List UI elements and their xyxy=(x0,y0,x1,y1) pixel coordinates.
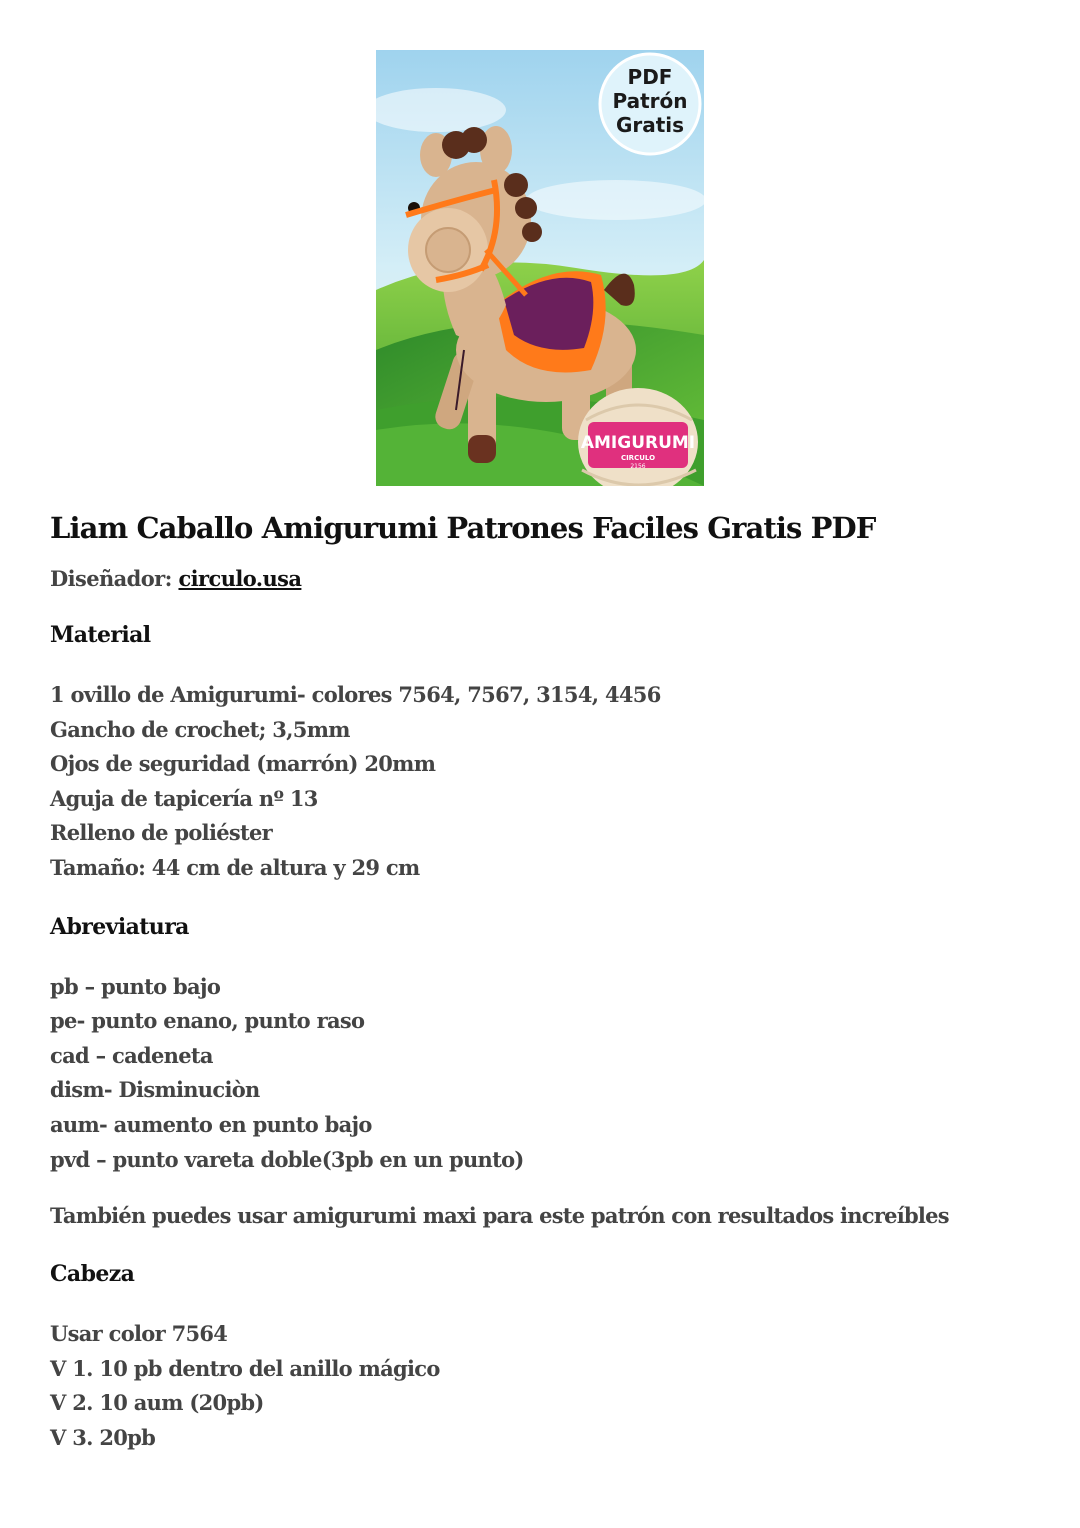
page-title: Liam Caballo Amigurumi Patrones Faciles Gratis PDF xyxy=(50,511,876,545)
cabeza-steps-list xyxy=(50,1317,1050,1455)
list-item: cad – cadeneta xyxy=(50,1042,213,1068)
cabeza-heading: Cabeza xyxy=(50,1261,135,1288)
list-item: Gancho de crochet; 3,5mm xyxy=(50,716,350,742)
list-item: aum- aumento en punto bajo xyxy=(50,1111,372,1137)
badge-line-2: Patrón xyxy=(612,89,688,113)
list-item: Usar color 7564 xyxy=(50,1321,228,1347)
hero-image xyxy=(376,50,704,486)
badge-line-1: PDF xyxy=(627,65,673,89)
list-item: Relleno de poliéster xyxy=(50,820,273,846)
list-item: Aguja de tapicería nº 13 xyxy=(50,785,318,811)
designer-label: Diseñador: xyxy=(50,566,172,591)
list-item: pvd – punto vareta doble(3pb en un punto) xyxy=(50,1146,524,1172)
yarn-code: 2156 xyxy=(630,463,646,470)
list-item: Ojos de seguridad (marrón) 20mm xyxy=(50,751,436,777)
list-item: 1 ovillo de Amigurumi- colores 7564, 7567, 3154, 4456 xyxy=(50,682,661,707)
list-item: pe- punto enano, punto raso xyxy=(50,1008,365,1034)
materials-list xyxy=(50,678,1050,886)
designer-line xyxy=(50,564,1050,594)
yarn-sub: CIRCULO xyxy=(620,454,656,462)
list-item: dism- Disminuciòn xyxy=(50,1077,260,1103)
list-item: V 2. 10 aum (20pb) xyxy=(50,1390,264,1416)
designer-link[interactable]: circulo.usa xyxy=(178,566,302,591)
list-item: pb – punto bajo xyxy=(50,973,221,999)
list-item: V 3. 20pb xyxy=(50,1424,156,1450)
list-item: Tamaño: 44 cm de altura y 29 cm xyxy=(50,854,420,880)
yarn-brand: AMIGURUMI xyxy=(580,433,696,453)
abbreviations-list xyxy=(50,970,1050,1178)
badge-line-3: Gratis xyxy=(615,113,685,137)
article xyxy=(50,506,1050,1456)
note-text: También puedes usar amigurumi maxi para este patrón con resultados increíbles xyxy=(50,1203,949,1229)
material-heading: Material xyxy=(50,622,151,648)
abbreviation-heading: Abreviatura xyxy=(50,913,189,940)
horse-illustration xyxy=(376,50,704,486)
pdf-badge xyxy=(600,54,700,154)
list-item: V 1. 10 pb dentro del anillo mágico xyxy=(50,1355,440,1381)
